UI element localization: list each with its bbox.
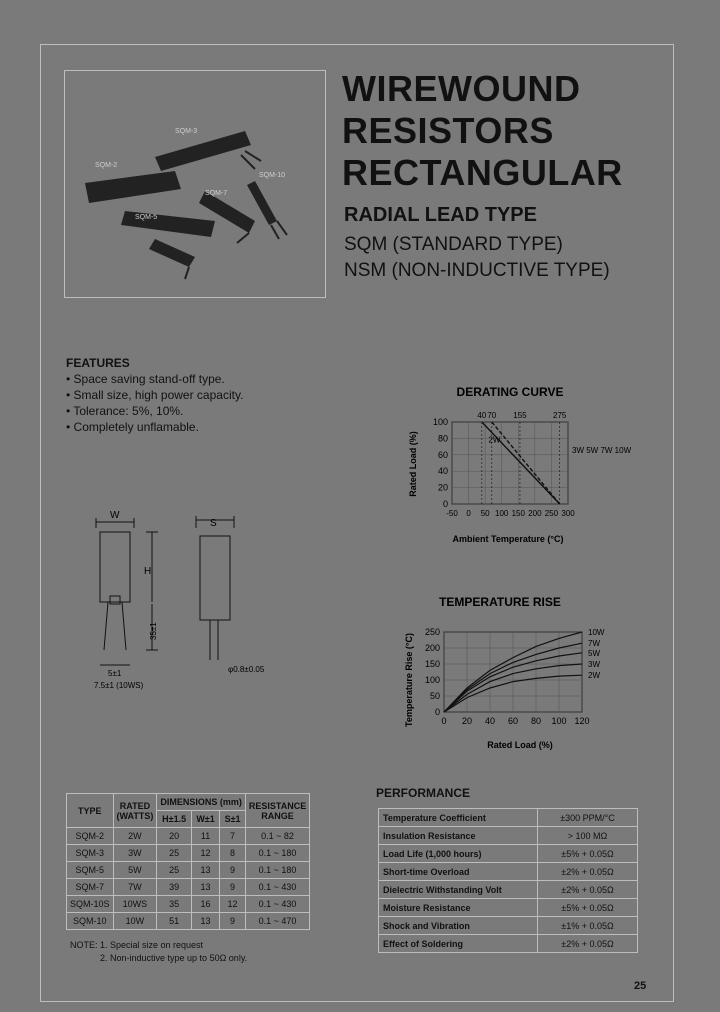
table-cell: SQM-2: [67, 828, 114, 845]
table-cell: 7W: [113, 879, 157, 896]
table-cell: SQM-7: [67, 879, 114, 896]
derating-y-tick: 60: [437, 449, 448, 460]
derating-x-tick: 150: [511, 509, 525, 518]
temprise-y-tick: 200: [424, 643, 440, 653]
table-cell: 0.1 ~ 180: [245, 845, 309, 862]
table-cell: 12: [191, 845, 219, 862]
table-row: [67, 845, 310, 862]
table-cell: 10W: [113, 913, 157, 930]
table-cell: 12: [220, 896, 246, 913]
note-2: 2. Non-inductive type up to 50Ω only.: [100, 953, 248, 963]
derating-x-tick: 250: [544, 509, 559, 518]
th-resistance: RESISTANCE RANGE: [245, 794, 309, 828]
table-cell: 25: [157, 862, 192, 879]
type-nsm: NSM (NON-INDUCTIVE TYPE): [344, 260, 610, 281]
performance-value: ±1% + 0.05Ω: [538, 917, 638, 935]
temprise-y-tick: 100: [424, 675, 440, 685]
table-cell: 0.1 ~ 470: [245, 913, 309, 930]
photo-label-3: SQM-5: [135, 214, 158, 221]
derating-x-tick: 50: [480, 509, 490, 518]
temprise-y-tick: 0: [434, 707, 440, 717]
subtitle: RADIAL LEAD TYPE: [344, 204, 537, 226]
table-row: [67, 896, 310, 913]
temprise-y-tick: 50: [429, 691, 440, 701]
th-w: W±1: [191, 811, 219, 828]
s-dim-label: S: [210, 518, 217, 529]
performance-key: Effect of Soldering: [379, 935, 538, 953]
derating-ylabel: Rated Load (%): [408, 431, 418, 497]
derating-x-tick: -50: [446, 509, 458, 518]
performance-key: Dielectric Withstanding Volt: [379, 881, 538, 899]
derating-top-tick: 275: [553, 411, 567, 420]
table-row: [67, 862, 310, 879]
table-row: [67, 828, 310, 845]
derating-y-tick: 100: [432, 417, 448, 427]
table-cell: 2W: [113, 828, 157, 845]
performance-key: Moisture Resistance: [379, 899, 538, 917]
type-sqm: SQM (STANDARD TYPE): [344, 234, 563, 255]
feature-item: • Small size, high power capacity.: [66, 388, 244, 402]
derating-y-tick: 80: [437, 433, 448, 444]
th-s: S±1: [220, 811, 246, 828]
derating-plot-area: [452, 422, 568, 504]
table-cell: 0.1 ~ 430: [245, 896, 309, 913]
derating-top-tick: 40: [477, 411, 487, 420]
title-line-3: RECTANGULAR: [342, 152, 623, 193]
table-cell: 20: [157, 828, 192, 845]
th-type: TYPE: [67, 794, 114, 828]
temprise-x-tick: 60: [507, 716, 519, 726]
derating-x-tick: 0: [466, 509, 471, 518]
performance-key: Temperature Coefficient: [379, 809, 538, 827]
temperature-rise-chart: [400, 590, 630, 760]
performance-value: ±2% + 0.05Ω: [538, 863, 638, 881]
table-cell: SQM-5: [67, 862, 114, 879]
table-cell: 5W: [113, 862, 157, 879]
h-dim-label: H: [144, 566, 152, 577]
temprise-series-label: 7W: [588, 639, 600, 649]
th-dimensions: DIMENSIONS (mm): [157, 794, 246, 811]
resistor-photo-illustration: [65, 71, 325, 297]
table-cell: SQM-3: [67, 845, 114, 862]
table-cell: SQM-10S: [67, 896, 114, 913]
photo-label-5: SQM-10: [259, 172, 286, 179]
temprise-x-tick: 80: [530, 716, 542, 726]
table-cell: 9: [220, 862, 246, 879]
pitch-label-2: 7.5±1 (10WS): [94, 681, 144, 690]
feature-item: • Tolerance: 5%, 10%.: [66, 404, 184, 418]
temprise-x-tick: 40: [484, 716, 496, 726]
features-heading: FEATURES: [66, 356, 130, 370]
performance-key: Load Life (1,000 hours): [379, 845, 538, 863]
derating-top-tick: 155: [513, 411, 527, 420]
th-rated: RATED (WATTS): [113, 794, 157, 828]
temprise-x-tick: 20: [461, 716, 473, 726]
table-cell: 13: [191, 879, 219, 896]
performance-value: ±2% + 0.05Ω: [538, 881, 638, 899]
table-cell: 0.1 ~ 430: [245, 879, 309, 896]
performance-key: Insulation Resistance: [379, 827, 538, 845]
temprise-x-tick: 0: [441, 716, 447, 726]
performance-value: ±2% + 0.05Ω: [538, 935, 638, 953]
table-cell: 10WS: [113, 896, 157, 913]
performance-row: [379, 863, 638, 881]
feature-item: • Space saving stand-off type.: [66, 372, 225, 386]
performance-key: Short-time Overload: [379, 863, 538, 881]
table-cell: 13: [191, 862, 219, 879]
photo-label-1: SQM-2: [95, 162, 118, 169]
photo-label-4: SQM-7: [205, 190, 228, 197]
w-dim-label: W: [110, 510, 120, 521]
table-cell: 35: [157, 896, 192, 913]
table-cell: 51: [157, 913, 192, 930]
performance-heading: PERFORMANCE: [376, 786, 471, 800]
derating-x-tick: 300: [561, 509, 575, 518]
table-cell: 11: [191, 828, 219, 845]
derating-title: DERATING CURVE: [456, 385, 564, 399]
table-cell: 0.1 ~ 82: [245, 828, 309, 845]
temprise-series-label: 2W: [588, 671, 600, 681]
derating-series-label: 3W 5W 7W 10W: [572, 446, 632, 456]
dimension-drawing: [60, 500, 310, 700]
temprise-ylabel: Temperature Rise (°C): [404, 633, 414, 727]
table-cell: 39: [157, 879, 192, 896]
derating-series-label: 2W: [488, 435, 501, 445]
derating-y-tick: 20: [437, 482, 448, 493]
temprise-x-tick: 100: [551, 716, 567, 726]
derating-y-tick: 40: [437, 466, 448, 477]
temprise-y-tick: 250: [424, 627, 440, 637]
performance-row: [379, 917, 638, 935]
performance-key: Shock and Vibration: [379, 917, 538, 935]
derating-x-tick: 100: [495, 509, 509, 518]
lead-length-label: 35±1: [149, 622, 158, 640]
derating-xlabel: Ambient Temperature (°C): [452, 534, 564, 544]
table-cell: 9: [220, 879, 246, 896]
performance-value: ±5% + 0.05Ω: [538, 899, 638, 917]
performance-row: [379, 935, 638, 953]
spec-table: [66, 793, 310, 930]
title-line-1: WIREWOUND: [342, 68, 581, 109]
table-cell: 13: [191, 913, 219, 930]
feature-item: • Completely unflamable.: [66, 420, 199, 434]
derating-series-line: [482, 422, 560, 504]
table-cell: 7: [220, 828, 246, 845]
title-line-2: RESISTORS: [342, 110, 554, 151]
table-cell: SQM-10: [67, 913, 114, 930]
temprise-series-label: 10W: [588, 628, 605, 637]
temprise-series-label: 5W: [588, 648, 600, 658]
temprise-title: TEMPERATURE RISE: [439, 595, 561, 609]
derating-x-tick: 200: [528, 509, 542, 518]
table-cell: 9: [220, 913, 246, 930]
derating-y-tick: 0: [442, 499, 448, 509]
derating-top-tick: 70: [487, 411, 497, 420]
performance-value: > 100 MΩ: [538, 827, 638, 845]
performance-row: [379, 845, 638, 863]
table-cell: 16: [191, 896, 219, 913]
table-cell: 3W: [113, 845, 157, 862]
table-cell: 8: [220, 845, 246, 862]
temprise-y-tick: 150: [424, 659, 440, 669]
photo-label-2: SQM-3: [175, 128, 198, 135]
lead-diameter-label: φ0.8±0.05: [228, 665, 265, 674]
pitch-label-1: 5±1: [108, 669, 122, 678]
table-row: [67, 879, 310, 896]
performance-row: [379, 809, 638, 827]
derating-chart: [400, 380, 632, 550]
performance-table: [378, 808, 638, 953]
temprise-series-label: 3W: [588, 660, 600, 669]
performance-row: [379, 827, 638, 845]
table-cell: 0.1 ~ 180: [245, 862, 309, 879]
product-photo: [64, 70, 326, 298]
table-row: [67, 913, 310, 930]
performance-row: [379, 899, 638, 917]
temprise-x-tick: 120: [574, 716, 590, 726]
performance-value: ±5% + 0.05Ω: [538, 845, 638, 863]
performance-value: ±300 PPM/°C: [538, 809, 638, 827]
table-cell: 25: [157, 845, 192, 862]
note-1: NOTE: 1. Special size on request: [70, 940, 204, 950]
performance-row: [379, 881, 638, 899]
th-h: H±1.5: [157, 811, 192, 828]
temprise-xlabel: Rated Load (%): [487, 740, 553, 750]
page-number: 25: [634, 980, 647, 992]
